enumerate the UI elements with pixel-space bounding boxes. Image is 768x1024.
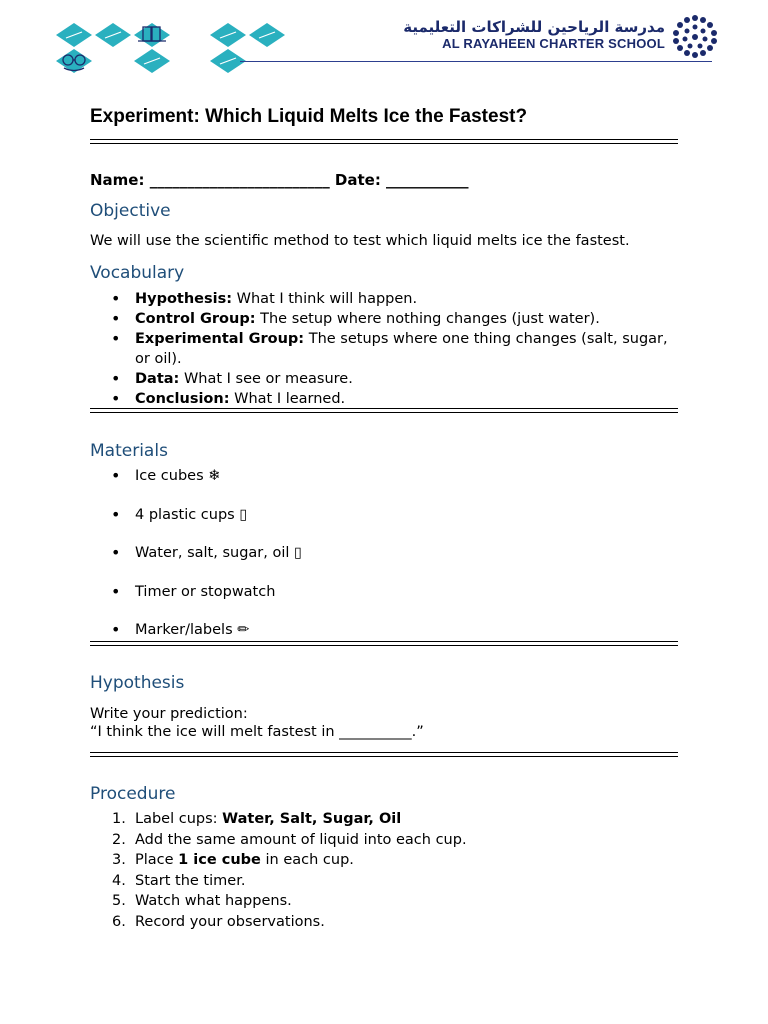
- step-text: Start the timer.: [135, 872, 246, 889]
- vocabulary-list: [90, 289, 680, 409]
- list-item: [90, 289, 680, 309]
- vocab-definition: The setup where nothing changes (just water).: [255, 311, 600, 327]
- school-name-arabic: مدرسة الرياحين للشراكات التعليمية: [403, 18, 665, 36]
- list-item: [90, 830, 680, 851]
- step-number: 4.: [112, 872, 126, 889]
- step-bold-text: Water, Salt, Sugar, Oil: [222, 811, 402, 827]
- vocab-term: Control Group:: [135, 311, 256, 327]
- list-item: [90, 850, 680, 871]
- step-number: 6.: [112, 913, 126, 930]
- list-item: • Marker/labels ✏: [90, 620, 680, 659]
- list-item: • Water, salt, sugar, oil ▯: [90, 543, 680, 582]
- procedure-heading: Procedure: [90, 784, 176, 804]
- step-number: 2.: [112, 831, 126, 848]
- decorative-diamond-pattern: [52, 18, 292, 78]
- vocab-term: Hypothesis:: [135, 291, 233, 307]
- step-text: Label cups:: [135, 811, 223, 827]
- divider: [90, 139, 678, 144]
- materials-list: [90, 466, 680, 659]
- list-item: [90, 369, 680, 389]
- step-text: Place: [135, 852, 179, 868]
- divider: [90, 641, 678, 646]
- vocab-definition: What I see or measure.: [179, 371, 353, 387]
- materials-heading: Materials: [90, 441, 168, 461]
- list-item: • Timer or stopwatch: [90, 582, 680, 621]
- list-item: [90, 891, 680, 912]
- step-bold-text: 1 ice cube: [178, 852, 261, 868]
- header-divider: [240, 61, 712, 62]
- hypothesis-heading: Hypothesis: [90, 673, 185, 693]
- list-item: [90, 871, 680, 892]
- hypothesis-prompt: Write your prediction:: [90, 706, 248, 722]
- step-text: Watch what happens.: [135, 893, 292, 909]
- list-item: [90, 389, 680, 409]
- list-item: [90, 309, 680, 329]
- vocab-definition: What I learned.: [229, 391, 346, 407]
- list-item: • 4 plastic cups ▯: [90, 505, 680, 544]
- school-logo-text: [403, 18, 665, 52]
- page-title: Experiment: Which Liquid Melts Ice the Fastest?: [90, 106, 528, 127]
- step-number: 1.: [112, 811, 126, 827]
- procedure-list: [90, 809, 680, 932]
- list-item: [90, 329, 680, 369]
- school-logo-icon: [668, 14, 722, 58]
- vocab-definition: What I think will happen.: [232, 291, 418, 307]
- page-header: [0, 0, 768, 80]
- vocab-term: Data:: [135, 371, 180, 387]
- step-text: Add the same amount of liquid into each cup.: [135, 831, 467, 848]
- divider: [90, 408, 678, 413]
- step-text: in each cup.: [260, 852, 354, 868]
- step-text: Record your observations.: [135, 913, 325, 930]
- vocab-definition: The setups where one thing changes (salt, sugar, or oil).: [135, 331, 668, 367]
- objective-heading: Objective: [90, 201, 171, 221]
- school-name-english: AL RAYAHEEN CHARTER SCHOOL: [442, 36, 665, 51]
- step-number: 5.: [112, 893, 126, 909]
- step-number: 3.: [112, 852, 126, 868]
- vocab-term: Conclusion:: [135, 391, 230, 407]
- list-item: [90, 809, 680, 830]
- objective-text: We will use the scientific method to test which liquid melts ice the fastest.: [90, 233, 630, 249]
- list-item: • Ice cubes ❄: [90, 466, 680, 505]
- hypothesis-sentence: “I think the ice will melt fastest in __________.”: [90, 724, 424, 740]
- vocab-term: Experimental Group:: [135, 331, 305, 347]
- vocabulary-heading: Vocabulary: [90, 263, 185, 283]
- divider: [90, 752, 678, 757]
- list-item: [90, 912, 680, 933]
- name-date-line: Name: ________________________ Date: ___________: [90, 171, 469, 189]
